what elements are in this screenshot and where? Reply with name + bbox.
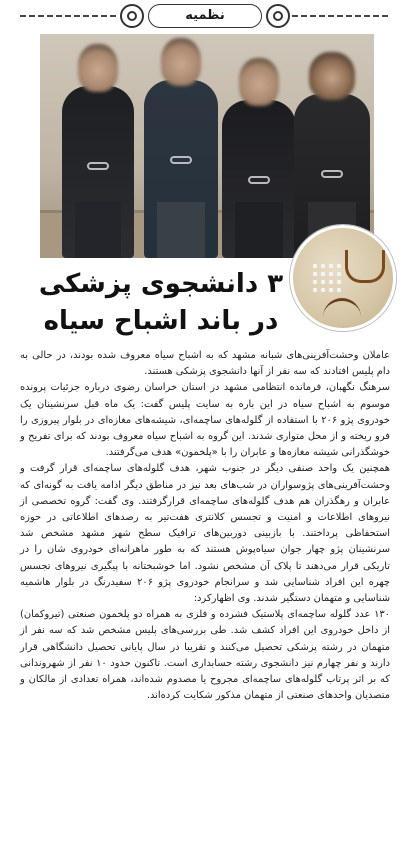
article-paragraph: همچنین یک واحد صنفی دیگر در جنوب شهر، هدف گلوله‌های ساچمه‌ای قرار گرفت و وحشت‌آفرینی‌های پژوسواران در شب‌های بعد نیز در مناطق دیگر ادامه یافت به گونه‌ای که عابران و رهگذران هم هدف گلوله‌های ساچمه‌ای قرارگرفتند. وی گفت: گروه تخصصی از نیروهای اطلاعات و امنیت و تجسس کلانتری هفت‌تیر به رصدهای اطلاعاتی در حوزه استحفاظی پرداختند. با بازبینی دوربین‌های ترافیک سطح شهر مشهد مشخص شد سرنشینان پژو چهار جوان سیاه‌پوش هستند که به طور ماهرانه‌ای خودروی شان را در تاریکی قرار می‌دهند تا پلاک آن مشخص نشود. اما خوشبختانه با پیگیری نیروهای تجسس چهره این افراد شناسایی شد و سرانجام خودروی پژو ۲۰۶ سفیدرنگ در بلوار هاشمیه شناسایی و متهمان دستگیر شدند. وی اظهارکرد: [20, 463, 390, 605]
article-paragraph: عاملان وحشت‌آفرینی‌های شبانه مشهد که به اشباح سیاه معروف شده بودند، در حالی به دام پلیس افتادند که سه نفر از آنها دانشجوی پزشکی هستند. [20, 350, 390, 378]
article-paragraph: سرهنگ نگهبان، فرمانده انتظامی مشهد در استان خراسان رضوی درباره جزئیات پرونده موسوم به اشباح سیاه در این باره به سایت پلیس گفت: یک ماه قبل سرنشینان یک خودروی پژو ۲۰۶ با استفاده از گلوله‌های ساچمه‌ای، شیشه‌های مغازه‌ای در بلوار پیروزی را فرو ریخته و از محل متواری شدند. این گروه به اشباح سیاه معروف بودند که برای تفریح و خوشگذرانی شیشه مغازه‌ها و عابران را با «پلخمون» هدف می‌گرفتند. [20, 382, 390, 459]
scroll-ornament-icon [266, 4, 290, 28]
header-rule-right [292, 15, 390, 17]
scroll-ornament-icon [120, 4, 144, 28]
slingshot-image [345, 250, 385, 283]
suspect-figure [222, 58, 296, 258]
newspaper-page [20, 0, 390, 859]
header-rule-left [20, 15, 118, 17]
evidence-inset-photo [290, 225, 396, 331]
slingshot-image [323, 298, 361, 317]
suspect-figure [144, 38, 218, 258]
article-headline: ۳ دانشجوی پزشکی در باند اشباح سیاه [38, 269, 284, 336]
article-paragraph: ۱۳۰ عدد گلوله ساچمه‌ای پلاستیک فشرده و فلزی به همراه دو پلخمون صنعتی (تیروکمان) از داخل خودروی این افراد کشف شد. طی بررسی‌های پلیس مشخص شد که سه نفر از متهمان در رشته پزشکی تحصیل می‌کنند و تقریبا در سال پایانی تحصیل دانشگاهی قرار دارند و نفر چهارم نیز دانشجوی رشته حسابداری است. تاکنون حدود ۱۰ نفر از شهروندانی که بر اثر پرتاب گلوله‌های ساچمه‌ای مجروح یا مصدوم شده‌اند، همراه تعدادی از مالکان و متصدیان واحدهای صنعتی از متهمان مذکور شکایت کرده‌اند. [20, 609, 390, 702]
section-header [20, 4, 390, 28]
section-tag: نظمیه [148, 4, 262, 28]
suspect-figure [62, 44, 134, 258]
pellets-image [311, 262, 341, 296]
article-body [20, 348, 390, 704]
suspects-photo [40, 34, 374, 258]
